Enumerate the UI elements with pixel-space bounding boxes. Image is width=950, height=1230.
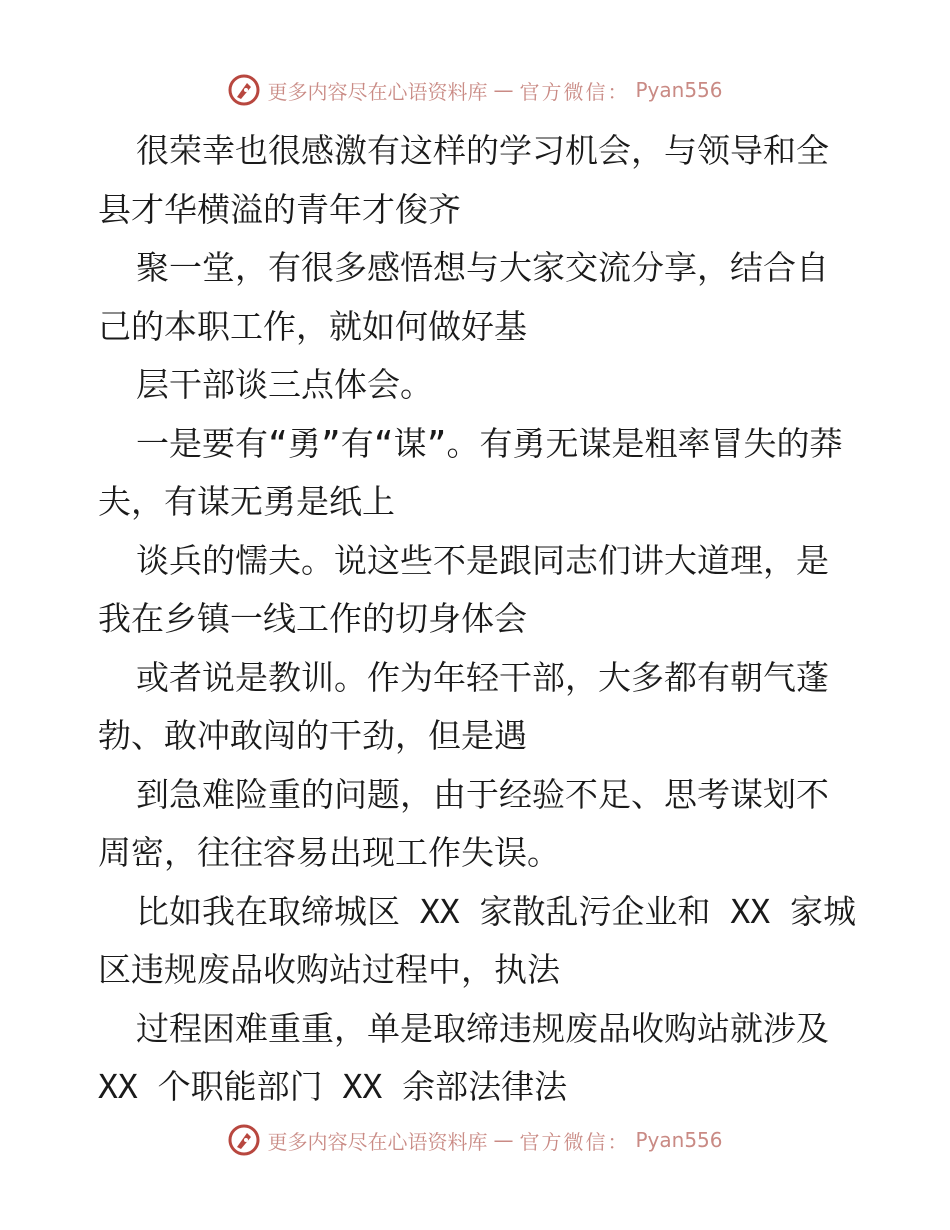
watermark-separator: — (493, 1128, 514, 1152)
watermark-site-text: 更多内容尽在心语资料库 (267, 1129, 488, 1154)
paragraph: 到急难险重的问题，由于经验不足、思考谋划不周密，往往容易出现工作失误。 (98, 774, 829, 872)
paragraph: 比如我在取缔城区 XX 家散乱污企业和 XX 家城区违规废品收购站过程中，执法 (98, 891, 856, 989)
watermark-separator: — (493, 78, 514, 102)
footer-watermark (0, 1120, 950, 1160)
watermark-site-text: 更多内容尽在心语资料库 (267, 79, 488, 104)
paragraph: 聚一堂，有很多感悟想与大家交流分享，结合自己的本职工作，就如何做好基 (98, 248, 829, 346)
paragraph: 很荣幸也很感激有这样的学习机会，与领导和全县才华横溢的青年才俊齐 (98, 131, 829, 229)
watermark-official-label: 官方微信： (519, 1129, 630, 1154)
paragraph: 或者说是教训。作为年轻干部，大多都有朝气蓬勃、敢冲敢闯的干劲，但是遇 (98, 657, 829, 755)
paragraph: 一是要有“勇”有“谋”。有勇无谋是粗率冒失的莽夫，有谋无勇是纸上 (98, 423, 843, 521)
pen-nib-logo-icon (227, 73, 261, 107)
watermark-account: Pyan556 (635, 78, 723, 102)
document-body (98, 122, 858, 1117)
paragraph: 谈兵的懦夫。说这些不是跟同志们讲大道理，是我在乡镇一线工作的切身体会 (98, 540, 829, 638)
header-watermark (0, 70, 950, 110)
watermark-official-label: 官方微信： (519, 79, 630, 104)
pen-nib-logo-icon (227, 1123, 261, 1157)
paragraph: 过程困难重重，单是取缔违规废品收购站就涉及 XX 个职能部门 XX 余部法律法 (98, 1008, 849, 1106)
watermark-account: Pyan556 (635, 1128, 723, 1152)
paragraph: 层干部谈三点体会。 (136, 365, 433, 404)
